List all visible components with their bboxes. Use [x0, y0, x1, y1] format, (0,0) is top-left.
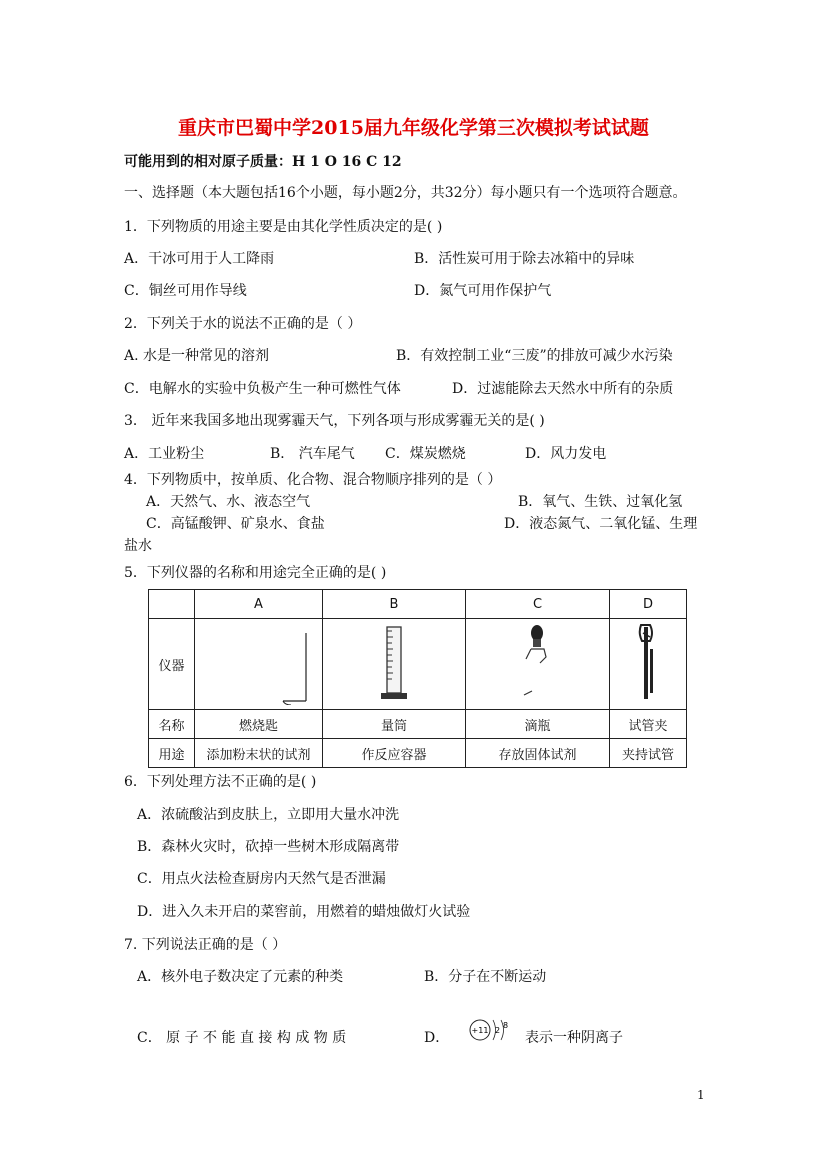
instrument-d-cell [610, 619, 687, 710]
q2-option-d: D．过滤能除去天然水中所有的杂质 [452, 381, 674, 397]
q7-option-b: B．分子在不断运动 [424, 969, 547, 985]
q1-stem: 1．下列物质的用途主要是由其化学性质决定的是( ) [124, 219, 443, 235]
use-b: 作反应容器 [323, 739, 466, 768]
q7-option-d-text: 表示一种阴离子 [525, 1030, 623, 1046]
q4-stem: 4．下列物质中，按单质、化合物、混合物顺序排列的是（ ） [124, 472, 502, 488]
page-number: 1 [697, 1088, 705, 1102]
col-header-d: D [610, 590, 687, 619]
q1-option-d: D．氮气可用作保护气 [414, 283, 552, 299]
col-header-a: A [195, 590, 323, 619]
q4-option-a: A．天然气、水、液态空气 [146, 494, 311, 510]
combustion-spoon-icon [195, 619, 322, 705]
q7-option-c: C． 原 子 不 能 直 接 构 成 物 质 [137, 1030, 347, 1046]
q4-option-d: D．液态氮气、二氧化锰、生理 [504, 516, 698, 532]
dropper-bottle-icon [466, 619, 609, 705]
page-title: 重庆市巴蜀中学2015届九年级化学第三次模拟考试试题 [178, 117, 649, 139]
q4-option-c: C．高锰酸钾、矿泉水、食盐 [146, 516, 325, 532]
name-a: 燃烧匙 [195, 710, 323, 739]
q1-option-c: C．铜丝可用作导线 [124, 283, 247, 299]
atom-nucleus-label: +11 [471, 1026, 489, 1035]
q2-option-b: B．有效控制工业“三废”的排放可减少水污染 [396, 348, 673, 364]
q5-stem: 5．下列仪器的名称和用途完全正确的是( ) [124, 565, 387, 581]
use-a: 添加粉末状的试剂 [195, 739, 323, 768]
test-tube-clamp-icon [610, 619, 686, 705]
q3-option-b: B． 汽车尾气 [270, 446, 355, 462]
row-label-use: 用途 [149, 739, 195, 768]
use-d: 夹持试管 [610, 739, 687, 768]
q4-option-d-continued: 盐水 [124, 538, 152, 554]
name-d: 试管夹 [610, 710, 687, 739]
graduated-cylinder-icon [323, 619, 465, 705]
q3-stem: 3． 近年来我国多地出现雾霾天气，下列各项与形成雾霾无关的是( ) [124, 413, 545, 429]
q1-option-a: A．干冰可用于人工降雨 [124, 251, 275, 267]
q1-option-b: B．活性炭可用于除去冰箱中的异味 [414, 251, 635, 267]
q7-option-d: D． [424, 1030, 450, 1046]
col-header-b: B [323, 590, 466, 619]
q2-stem: 2．下列关于水的说法不正确的是（ ） [124, 316, 362, 332]
q6-option-c: C．用点火法检查厨房内天然气是否泄漏 [137, 871, 386, 887]
atomic-mass-line: 可能用到的相对原子质量：H 1 O 16 C 12 [124, 154, 402, 170]
table-corner-cell [149, 590, 195, 619]
atom-shell-1-label: 2 [495, 1026, 501, 1035]
row-label-name: 名称 [149, 710, 195, 739]
name-c: 滴瓶 [466, 710, 610, 739]
q6-option-d: D．进入久未开启的菜窖前，用燃着的蜡烛做灯火试验 [137, 904, 471, 920]
use-c: 存放固体试剂 [466, 739, 610, 768]
q2-option-a: A. 水是一种常见的溶剂 [124, 348, 270, 364]
instrument-b-cell [323, 619, 466, 710]
name-b: 量筒 [323, 710, 466, 739]
q6-option-b: B．森林火灾时，砍掉一些树木形成隔离带 [137, 839, 400, 855]
q2-option-c: C．电解水的实验中负极产生一种可燃性气体 [124, 381, 401, 397]
q6-option-a: A．浓硫酸沾到皮肤上，立即用大量水冲洗 [137, 807, 400, 823]
q3-option-d: D．风力发电 [525, 446, 607, 462]
col-header-c: C [466, 590, 610, 619]
atom-shell-2-label: 8 [503, 1021, 509, 1030]
q4-option-b: B．氧气、生铁、过氧化氢 [518, 494, 683, 510]
q7-option-a: A．核外电子数决定了元素的种类 [137, 969, 344, 985]
instrument-a-cell [195, 619, 323, 710]
instrument-c-cell [466, 619, 610, 710]
atomic-structure-diagram [468, 1018, 516, 1046]
q7-stem: 7. 下列说法正确的是（ ） [124, 937, 287, 953]
q5-instrument-table [148, 589, 687, 768]
q6-stem: 6．下列处理方法不正确的是( ) [124, 774, 317, 790]
row-label-instrument: 仪器 [149, 619, 195, 710]
q3-option-a: A．工业粉尘 [124, 446, 205, 462]
q3-option-c: C．煤炭燃烧 [385, 446, 466, 462]
section-heading: 一、选择题（本大题包括16个小题，每小题2分，共32分）每小题只有一个选项符合题意。 [124, 185, 687, 201]
